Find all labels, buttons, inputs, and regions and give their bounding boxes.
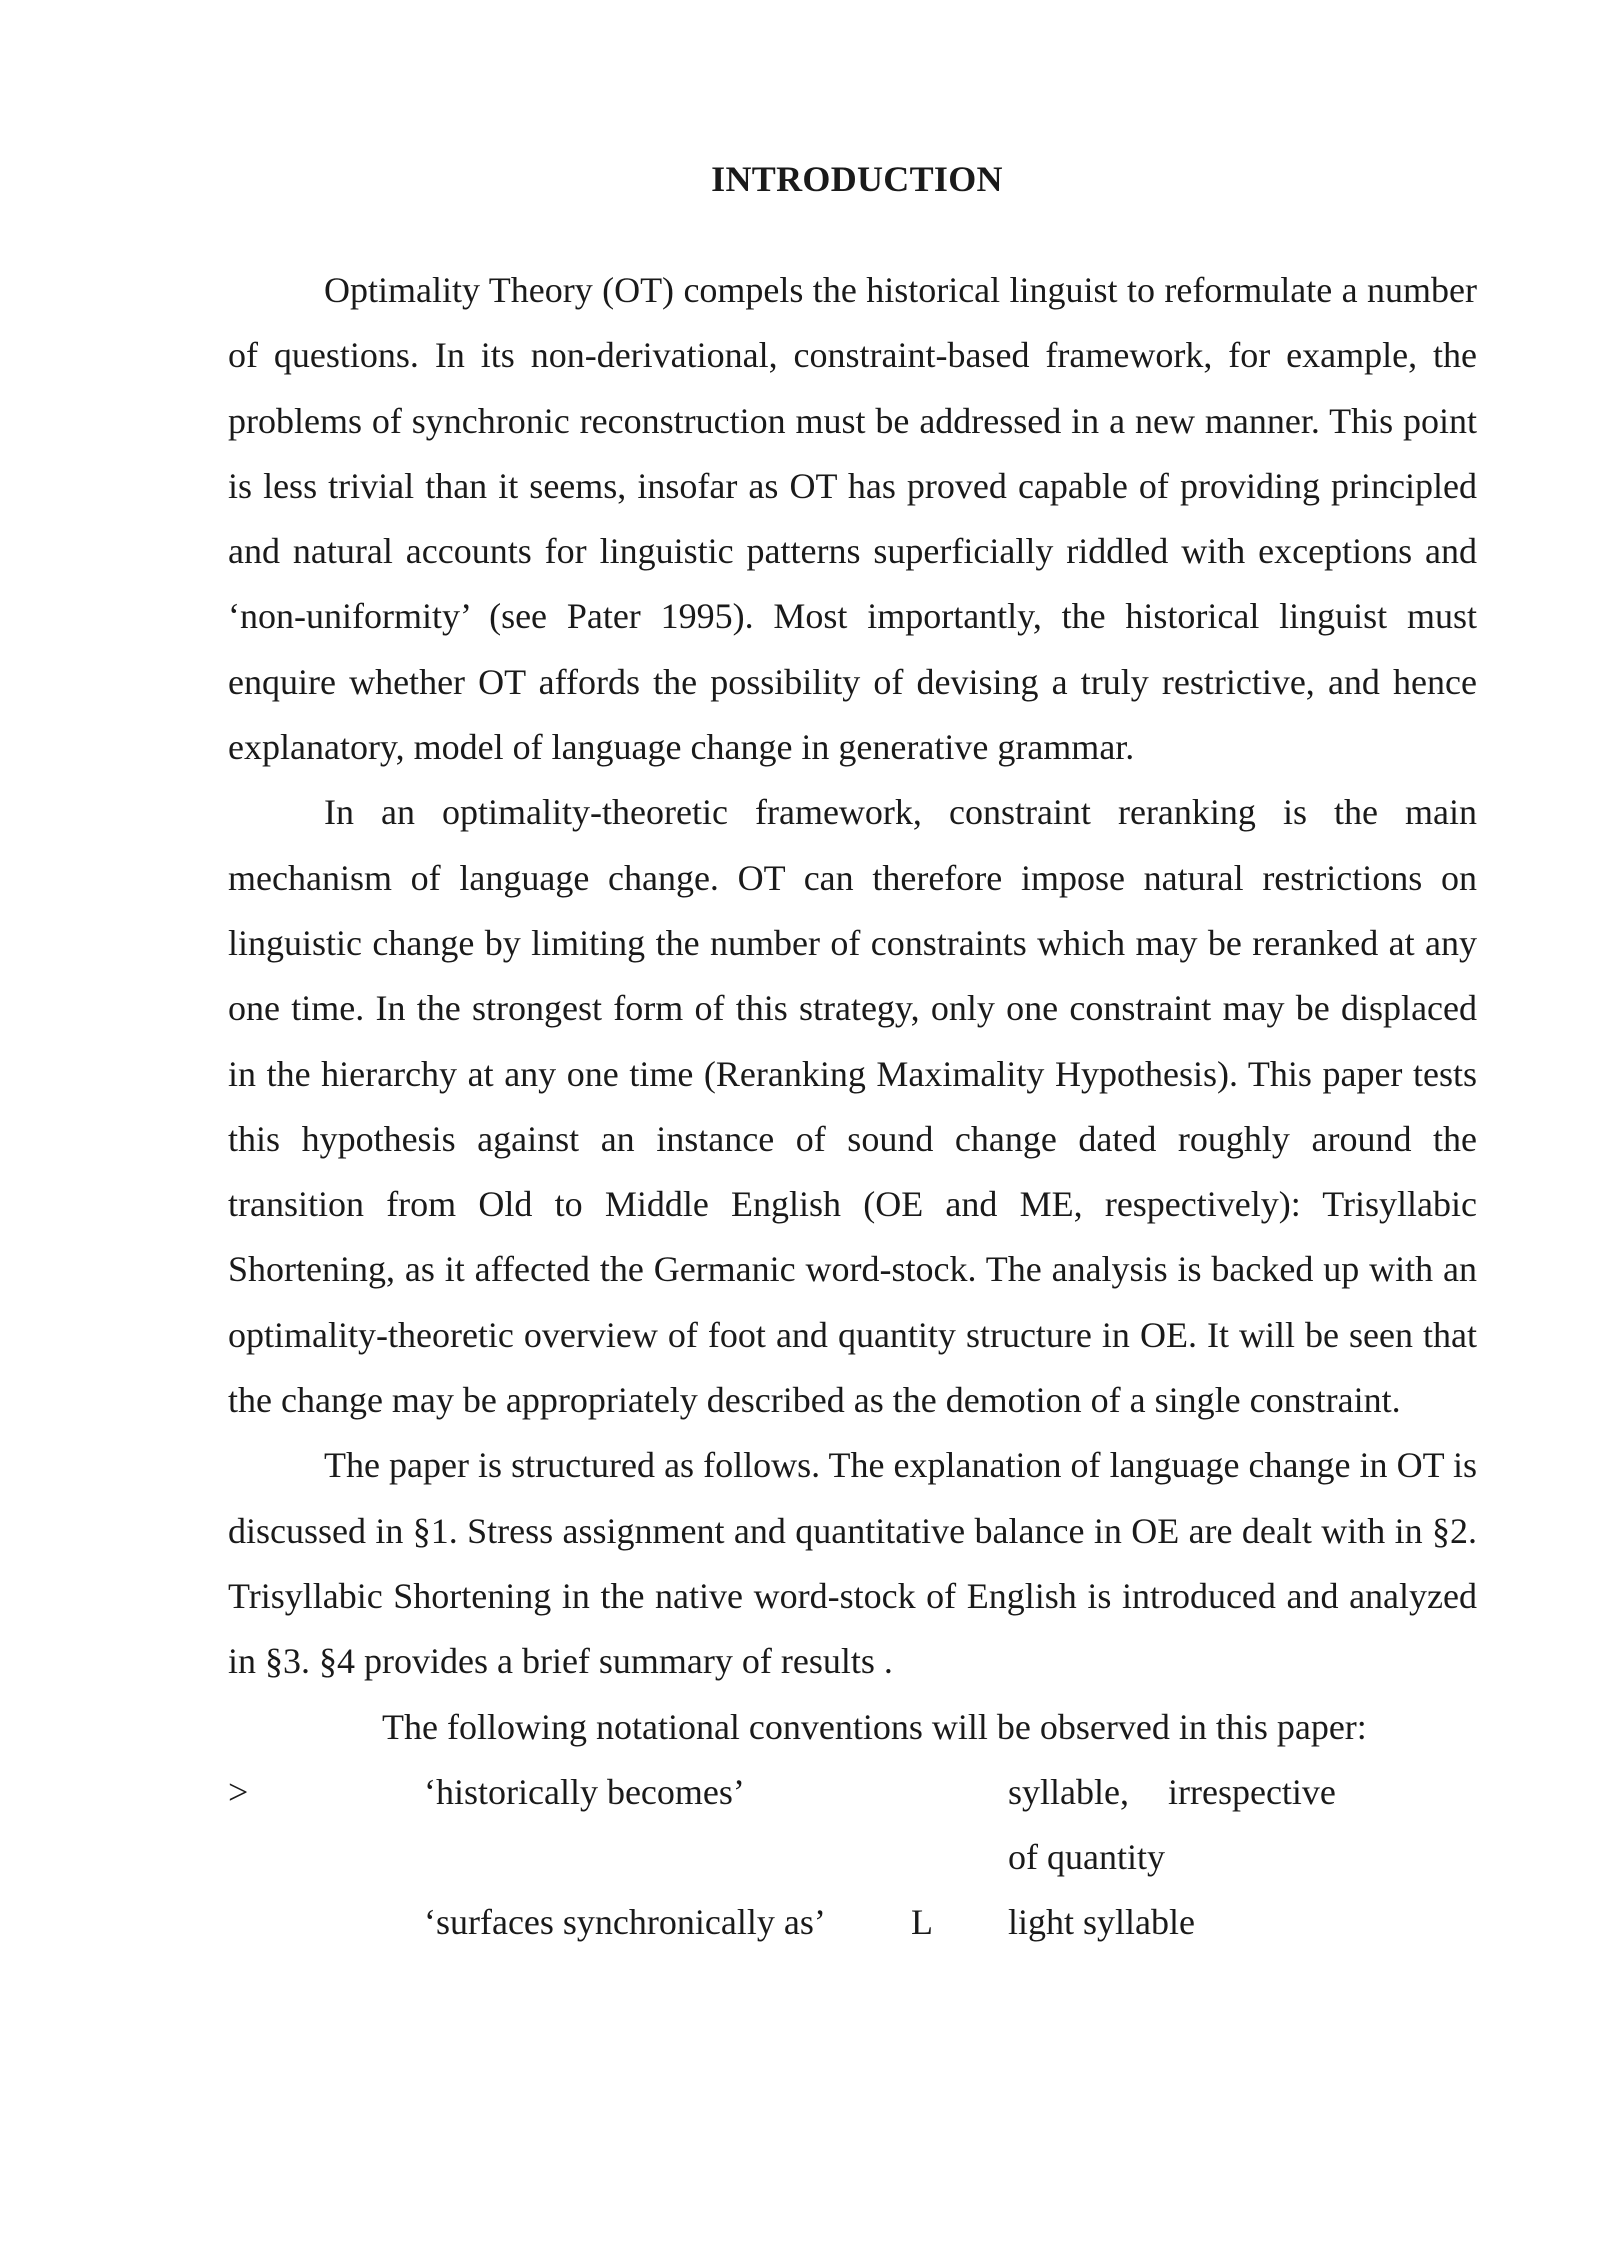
notation-row <box>228 1760 1477 1825</box>
notation-symbol-2: L <box>911 1902 933 1943</box>
notation-definition-2: of quantity <box>1008 1837 1165 1878</box>
notation-row <box>228 1825 1477 1890</box>
paragraph-2: In an optimality-theoretic framework, constraint reranking is the main mechanism of language change. OT can therefore impose natural restrictions on linguistic change by limiting the number of constraints which may be reranked at any one time. In the strongest form of this strategy, only one constraint may be displaced in the hierarchy at any one time (Reranking Maximality Hypothesis). This paper tests this hypothesis against an instance of sound change dated roughly around the transition from Old to Middle English (OE and ME, respectively): Trisyllabic Shortening, as it affected the Germanic word-stock. The analysis is backed up with an optimality-theoretic overview of foot and quantity structure in OE. It will be seen that the change may be appropriately described as the demotion of a single constraint. <box>228 792 1477 1421</box>
notation-symbol: > <box>228 1771 249 1812</box>
section-heading: INTRODUCTION <box>711 159 1003 199</box>
notation-definition-2: light syllable <box>1008 1902 1195 1943</box>
paragraph-3: The paper is structured as follows. The explanation of language change in OT is discussed in §1. Stress assignment and quantitative balance in OE are dealt with in §2. Trisyllabic Shortening in the native word-stock of English is introduced and analyzed in §3. §4 provides a brief summary of results . <box>228 1445 1477 1682</box>
notation-definition: ‘surfaces synchronically as’ <box>424 1902 826 1943</box>
conventions-intro: The following notational conventions will be observed in this paper: <box>382 1706 1367 1747</box>
paragraph-1: Optimality Theory (OT) compels the historical linguist to reformulate a number of questions. In its non-derivational, constraint-based framework, for example, the problems of synchronic reconstruction must be addressed in a new manner. This point is less trivial than it seems, insofar as OT has proved capable of providing principled and natural accounts for linguistic patterns superficially riddled with exceptions and ‘non-uniformity’ (see Pater 1995). Most importantly, the historical linguist must enquire whether OT affords the possibility of devising a truly restrictive, and hence explanatory, model of language change in generative grammar. <box>228 270 1477 768</box>
notation-row <box>228 1890 1477 1955</box>
notation-definition-2-cont: irrespective <box>1168 1771 1336 1812</box>
notation-definition-2: syllable, <box>1008 1771 1129 1812</box>
body-text <box>228 258 1477 1956</box>
notation-definition: ‘historically becomes’ <box>424 1771 745 1812</box>
notation-table <box>228 1760 1477 1956</box>
